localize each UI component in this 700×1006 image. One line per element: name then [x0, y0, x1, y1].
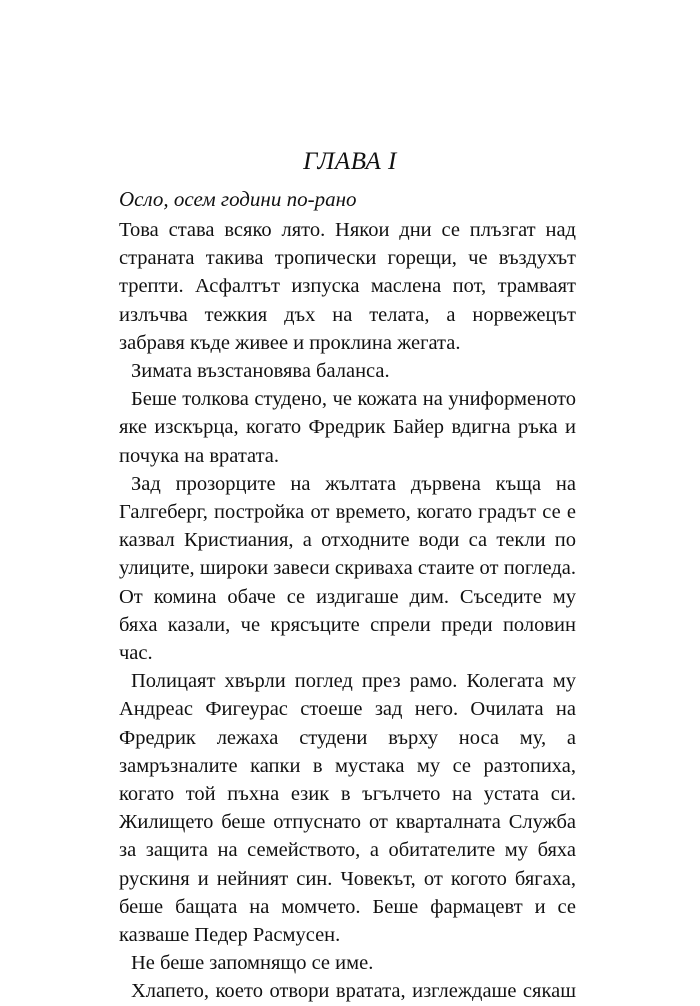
body-text: [119, 216, 576, 1006]
paragraph: Полицаят хвърли поглед през рамо. Колегата му Андреас Фигеурас стоеше зад него. Очилата на Фредрик лежаха студени върху носа му, а замръзналите капки в мустака му се разтопиха, когато той пъхна език в ъгълчето на устата си. Жилището беше отпуснато от кварталната Служба за защита на семейството, а обитателите му бяха рускиня и нейният син. Човекът, от когото бягаха, беше бащата на момчето. Беше фармацевт и се казваше Педер Расмусен.: [119, 670, 576, 947]
paragraph: Не беше запомнящо се име.: [131, 952, 374, 975]
paragraph: Това става всяко лято. Някои дни се плъзгат над страната такива тропически горещи, че въздухът трепти. Асфалтът изпуска маслена пот, трамваят излъчва тежкия дъх на телата, а норвежецът забравя къде живее и проклина жегата.: [119, 219, 576, 354]
chapter-title: ГЛАВА I: [303, 148, 397, 175]
paragraph: Зимата възстановява баланса.: [131, 360, 390, 383]
paragraph: Беше толкова студено, че кожата на униформеното яке изскърца, когато Фредрик Байер вдигна ръка и почука на вратата.: [119, 388, 576, 467]
chapter-subtitle: Осло, осем години по-рано: [119, 187, 357, 211]
paragraph: Зад прозорците на жълтата дървена къща на Галгеберг, постройка от времето, когато градът се е казвал Кристиания, а отходните води са текли по улиците, широки завеси скриваха стаите от погледа. От комина обаче се издигаше дим. Съседите му бяха казали, че крясъците спрели преди половин час.: [119, 472, 576, 665]
paragraph: Хлапето, което отвори вратата, изглеждаше сякаш: [131, 980, 576, 1003]
